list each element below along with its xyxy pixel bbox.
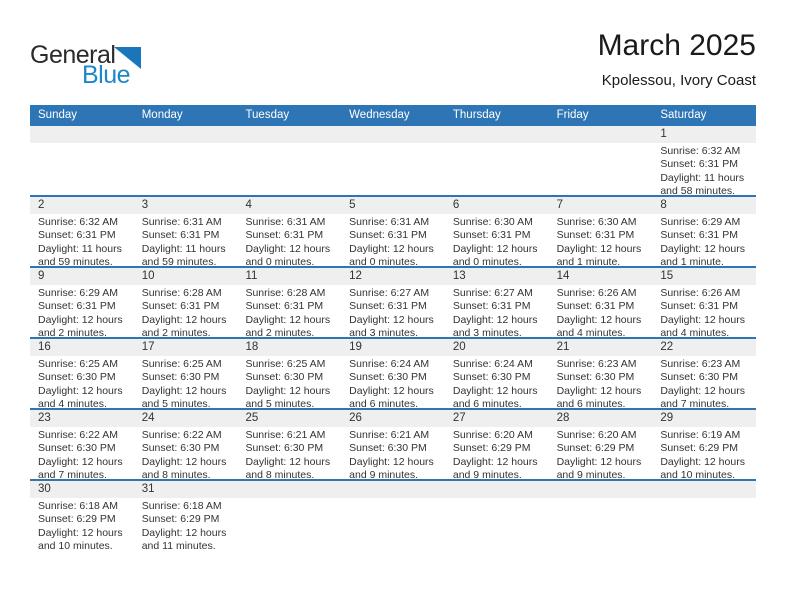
day-details <box>445 285 549 337</box>
day-cell-18 <box>237 339 341 408</box>
day-detail-line: and 4 minutes. <box>660 327 730 337</box>
day-number-empty <box>237 126 341 143</box>
day-detail-line: Sunrise: 6:22 AM <box>38 429 118 441</box>
day-number: 23 <box>30 410 134 427</box>
week-row-3 <box>30 266 756 337</box>
day-detail-line: and 0 minutes. <box>245 256 315 266</box>
day-detail-line: Daylight: 12 hours <box>452 242 538 255</box>
day-detail-line: Daylight: 12 hours <box>141 455 227 468</box>
day-detail-line: Daylight: 12 hours <box>660 455 745 468</box>
day-detail-line: Sunrise: 6:26 AM <box>556 287 637 299</box>
day-detail-line: and 58 minutes. <box>660 185 736 195</box>
day-detail-line: Daylight: 12 hours <box>349 384 434 397</box>
day-number-empty <box>30 126 134 143</box>
day-detail-line: Sunrise: 6:19 AM <box>660 429 741 441</box>
day-detail-line: Sunrise: 6:28 AM <box>245 287 326 299</box>
day-detail-line: Sunset: 6:30 PM <box>349 442 427 455</box>
day-detail-line: Daylight: 12 hours <box>38 526 123 539</box>
day-detail-line: Daylight: 12 hours <box>38 455 123 468</box>
weekday-header-row <box>30 105 756 126</box>
day-cell-16 <box>30 339 134 408</box>
day-cell-15 <box>652 268 756 337</box>
day-number: 5 <box>341 197 445 214</box>
day-detail-line: Sunrise: 6:31 AM <box>245 216 326 228</box>
day-cell-30 <box>30 481 134 550</box>
day-cell-1 <box>652 126 756 195</box>
day-details <box>652 214 756 266</box>
day-cell-29 <box>652 410 756 479</box>
day-cell-22 <box>652 339 756 408</box>
day-detail-line: Sunset: 6:30 PM <box>38 442 116 455</box>
day-details <box>134 143 238 195</box>
day-number-empty <box>341 126 445 143</box>
day-detail-line: Daylight: 12 hours <box>349 313 434 326</box>
day-cell-empty <box>341 481 445 550</box>
day-detail-line: Sunset: 6:30 PM <box>349 371 427 384</box>
day-detail-line: Sunset: 6:31 PM <box>141 300 220 313</box>
day-detail-line: Daylight: 12 hours <box>245 455 331 468</box>
day-detail-line: and 9 minutes. <box>556 469 626 479</box>
day-cell-8 <box>652 197 756 266</box>
day-detail-line: Sunrise: 6:26 AM <box>660 287 741 299</box>
day-cell-empty <box>445 126 549 195</box>
day-detail-line: and 3 minutes. <box>452 327 522 337</box>
day-cell-empty <box>237 481 341 550</box>
day-number: 22 <box>652 339 756 356</box>
day-details <box>30 427 134 479</box>
day-detail-line: Sunrise: 6:18 AM <box>141 500 222 512</box>
day-number: 9 <box>30 268 134 285</box>
day-detail-line: Sunset: 6:30 PM <box>245 371 324 384</box>
day-detail-line: Sunset: 6:31 PM <box>556 229 635 242</box>
day-details <box>445 356 549 408</box>
day-details <box>237 214 341 266</box>
day-cell-17 <box>134 339 238 408</box>
day-detail-line: Sunrise: 6:22 AM <box>141 429 222 441</box>
day-detail-line: and 4 minutes. <box>556 327 626 337</box>
day-detail-line: Sunrise: 6:31 AM <box>141 216 222 228</box>
day-cell-empty <box>652 481 756 550</box>
day-number: 11 <box>237 268 341 285</box>
logo-text-blue: Blue <box>82 61 131 89</box>
day-cell-6 <box>445 197 549 266</box>
day-detail-line: Sunset: 6:29 PM <box>556 442 635 455</box>
day-detail-line: Sunset: 6:30 PM <box>141 371 220 384</box>
day-number: 14 <box>549 268 653 285</box>
day-cell-9 <box>30 268 134 337</box>
day-detail-line: Sunrise: 6:29 AM <box>38 287 118 299</box>
day-detail-line: Sunset: 6:31 PM <box>245 300 324 313</box>
day-detail-line: Daylight: 12 hours <box>245 242 331 255</box>
day-number: 20 <box>445 339 549 356</box>
day-cell-5 <box>341 197 445 266</box>
day-cell-11 <box>237 268 341 337</box>
day-number-empty <box>652 481 756 498</box>
day-detail-line: Daylight: 12 hours <box>556 455 642 468</box>
day-detail-line: and 8 minutes. <box>245 469 315 479</box>
day-detail-line: and 6 minutes. <box>452 398 522 408</box>
day-detail-line: Sunset: 6:31 PM <box>141 229 220 242</box>
day-detail-line: Sunset: 6:30 PM <box>660 371 738 384</box>
day-details <box>652 356 756 408</box>
day-number-empty <box>445 126 549 143</box>
day-detail-line: Sunset: 6:29 PM <box>660 442 738 455</box>
general-blue-logo <box>30 42 141 88</box>
day-details <box>445 498 549 550</box>
day-detail-line: and 2 minutes. <box>141 327 211 337</box>
day-detail-line: and 10 minutes. <box>38 540 113 550</box>
day-cell-empty <box>341 126 445 195</box>
day-details <box>134 285 238 337</box>
day-details <box>445 214 549 266</box>
weekday-header-wednesday: Wednesday <box>349 109 410 121</box>
day-detail-line: Daylight: 12 hours <box>141 313 227 326</box>
day-detail-line: Sunrise: 6:30 AM <box>452 216 533 228</box>
day-detail-line: Sunrise: 6:31 AM <box>349 216 430 228</box>
day-detail-line: Daylight: 12 hours <box>452 313 538 326</box>
day-number: 24 <box>134 410 238 427</box>
day-detail-line: Sunset: 6:29 PM <box>141 513 220 526</box>
day-number: 6 <box>445 197 549 214</box>
day-details <box>134 427 238 479</box>
day-cell-4 <box>237 197 341 266</box>
week-row-5 <box>30 408 756 479</box>
day-detail-line: and 11 minutes. <box>141 540 216 550</box>
day-details <box>445 427 549 479</box>
day-detail-line: Sunrise: 6:24 AM <box>452 358 533 370</box>
day-detail-line: Sunset: 6:30 PM <box>141 442 220 455</box>
day-details <box>237 285 341 337</box>
logo-text-general: General <box>30 41 116 69</box>
day-detail-line: Daylight: 12 hours <box>245 313 331 326</box>
day-details <box>341 285 445 337</box>
day-detail-line: Sunset: 6:30 PM <box>556 371 635 384</box>
day-detail-line: Sunset: 6:31 PM <box>349 300 427 313</box>
day-number: 28 <box>549 410 653 427</box>
day-detail-line: and 2 minutes. <box>38 327 107 337</box>
day-detail-line: and 10 minutes. <box>660 469 736 479</box>
day-number: 17 <box>134 339 238 356</box>
day-cell-7 <box>549 197 653 266</box>
day-details <box>30 143 134 195</box>
weekday-header-sunday: Sunday <box>38 109 78 121</box>
day-detail-line: Sunset: 6:31 PM <box>349 229 427 242</box>
day-number: 30 <box>30 481 134 498</box>
week-row-4 <box>30 337 756 408</box>
day-number: 12 <box>341 268 445 285</box>
day-detail-line: and 1 minute. <box>556 256 621 266</box>
day-detail-line: Daylight: 12 hours <box>556 384 642 397</box>
day-detail-line: and 1 minute. <box>660 256 724 266</box>
day-details <box>341 498 445 550</box>
day-detail-line: Sunset: 6:31 PM <box>660 300 738 313</box>
day-details <box>341 214 445 266</box>
day-detail-line: Sunrise: 6:32 AM <box>38 216 118 228</box>
day-details <box>237 498 341 550</box>
day-details <box>30 498 134 550</box>
day-detail-line: Daylight: 12 hours <box>141 526 227 539</box>
weekday-header-saturday: Saturday <box>660 109 707 121</box>
day-number: 25 <box>237 410 341 427</box>
day-details <box>237 143 341 195</box>
day-number-empty <box>445 481 549 498</box>
day-details <box>237 427 341 479</box>
day-detail-line: Sunset: 6:31 PM <box>452 229 531 242</box>
day-number: 16 <box>30 339 134 356</box>
day-details <box>341 427 445 479</box>
day-detail-line: Sunrise: 6:25 AM <box>141 358 222 370</box>
day-detail-line: Sunrise: 6:18 AM <box>38 500 118 512</box>
day-detail-line: Daylight: 12 hours <box>245 384 331 397</box>
weekday-header-tuesday: Tuesday <box>245 109 290 121</box>
day-cell-23 <box>30 410 134 479</box>
day-number: 15 <box>652 268 756 285</box>
day-details <box>237 356 341 408</box>
day-detail-line: Sunset: 6:30 PM <box>245 442 324 455</box>
day-detail-line: Daylight: 12 hours <box>556 313 642 326</box>
day-cell-13 <box>445 268 549 337</box>
day-details <box>652 143 756 195</box>
day-detail-line: and 6 minutes. <box>556 398 626 408</box>
day-cell-empty <box>445 481 549 550</box>
day-cell-26 <box>341 410 445 479</box>
day-detail-line: Sunset: 6:31 PM <box>660 158 738 171</box>
day-cell-empty <box>30 126 134 195</box>
day-details <box>445 143 549 195</box>
day-detail-line: Sunrise: 6:21 AM <box>349 429 430 441</box>
week-row-6 <box>30 479 756 550</box>
day-number: 2 <box>30 197 134 214</box>
day-details <box>341 356 445 408</box>
day-details <box>652 427 756 479</box>
day-detail-line: Daylight: 12 hours <box>349 242 434 255</box>
day-detail-line: Sunset: 6:29 PM <box>452 442 531 455</box>
day-number-empty <box>134 126 238 143</box>
weekday-header-thursday: Thursday <box>452 109 501 121</box>
day-details <box>134 498 238 550</box>
day-details <box>549 356 653 408</box>
day-details <box>30 356 134 408</box>
day-cell-empty <box>549 481 653 550</box>
day-detail-line: and 0 minutes. <box>452 256 522 266</box>
day-detail-line: Sunset: 6:31 PM <box>452 300 531 313</box>
day-number: 13 <box>445 268 549 285</box>
day-detail-line: Sunset: 6:31 PM <box>660 229 738 242</box>
day-cell-21 <box>549 339 653 408</box>
day-detail-line: and 6 minutes. <box>349 398 419 408</box>
day-cell-empty <box>237 126 341 195</box>
day-detail-line: Daylight: 12 hours <box>452 455 538 468</box>
day-detail-line: and 0 minutes. <box>349 256 419 266</box>
day-detail-line: Daylight: 12 hours <box>556 242 642 255</box>
day-detail-line: Sunrise: 6:29 AM <box>660 216 741 228</box>
day-number: 4 <box>237 197 341 214</box>
day-number: 8 <box>652 197 756 214</box>
title-block <box>598 28 756 89</box>
day-detail-line: Sunset: 6:29 PM <box>38 513 116 526</box>
day-number-empty <box>549 126 653 143</box>
day-detail-line: and 59 minutes. <box>141 256 217 266</box>
day-cell-12 <box>341 268 445 337</box>
day-detail-line: Sunrise: 6:27 AM <box>452 287 533 299</box>
day-detail-line: and 3 minutes. <box>349 327 419 337</box>
day-cell-empty <box>549 126 653 195</box>
day-detail-line: Sunrise: 6:30 AM <box>556 216 637 228</box>
day-detail-line: Daylight: 11 hours <box>141 242 226 255</box>
day-detail-line: Daylight: 11 hours <box>660 171 745 184</box>
weekday-header-friday: Friday <box>556 109 589 121</box>
day-detail-line: Sunrise: 6:23 AM <box>556 358 637 370</box>
day-detail-line: and 9 minutes. <box>349 469 419 479</box>
week-row-2 <box>30 195 756 266</box>
day-number: 18 <box>237 339 341 356</box>
day-number: 7 <box>549 197 653 214</box>
day-detail-line: Sunrise: 6:23 AM <box>660 358 741 370</box>
day-detail-line: Daylight: 12 hours <box>38 313 123 326</box>
day-cell-10 <box>134 268 238 337</box>
day-number: 26 <box>341 410 445 427</box>
day-cell-empty <box>134 126 238 195</box>
day-detail-line: Daylight: 11 hours <box>38 242 122 255</box>
day-detail-line: Sunrise: 6:28 AM <box>141 287 222 299</box>
day-cell-27 <box>445 410 549 479</box>
day-number: 21 <box>549 339 653 356</box>
day-number: 10 <box>134 268 238 285</box>
day-details <box>341 143 445 195</box>
day-detail-line: and 9 minutes. <box>452 469 522 479</box>
day-cell-25 <box>237 410 341 479</box>
day-number: 1 <box>652 126 756 143</box>
day-detail-line: and 5 minutes. <box>245 398 315 408</box>
day-details <box>30 214 134 266</box>
day-details <box>652 498 756 550</box>
day-detail-line: Sunset: 6:30 PM <box>38 371 116 384</box>
day-details <box>549 427 653 479</box>
day-number: 31 <box>134 481 238 498</box>
day-detail-line: and 4 minutes. <box>38 398 107 408</box>
calendar-grid <box>30 126 756 550</box>
day-number: 3 <box>134 197 238 214</box>
day-number-empty <box>549 481 653 498</box>
day-details <box>549 143 653 195</box>
day-detail-line: and 8 minutes. <box>141 469 211 479</box>
day-detail-line: and 5 minutes. <box>141 398 211 408</box>
day-details <box>134 356 238 408</box>
day-detail-line: Daylight: 12 hours <box>452 384 538 397</box>
day-detail-line: Sunset: 6:30 PM <box>452 371 531 384</box>
day-detail-line: and 2 minutes. <box>245 327 315 337</box>
day-details <box>134 214 238 266</box>
day-cell-14 <box>549 268 653 337</box>
day-detail-line: Sunrise: 6:20 AM <box>556 429 637 441</box>
day-detail-line: Daylight: 12 hours <box>660 313 745 326</box>
day-cell-20 <box>445 339 549 408</box>
day-number-empty <box>341 481 445 498</box>
day-detail-line: Daylight: 12 hours <box>349 455 434 468</box>
day-details <box>549 214 653 266</box>
day-detail-line: Sunrise: 6:27 AM <box>349 287 430 299</box>
day-detail-line: Sunrise: 6:25 AM <box>245 358 326 370</box>
day-detail-line: Sunrise: 6:25 AM <box>38 358 118 370</box>
day-detail-line: Sunrise: 6:20 AM <box>452 429 533 441</box>
day-detail-line: and 7 minutes. <box>660 398 730 408</box>
day-details <box>30 285 134 337</box>
day-number: 29 <box>652 410 756 427</box>
day-detail-line: Sunrise: 6:24 AM <box>349 358 430 370</box>
day-cell-28 <box>549 410 653 479</box>
week-row-1 <box>30 126 756 195</box>
day-detail-line: Sunrise: 6:32 AM <box>660 145 741 157</box>
day-detail-line: Daylight: 12 hours <box>660 384 745 397</box>
day-detail-line: and 59 minutes. <box>38 256 113 266</box>
day-detail-line: and 7 minutes. <box>38 469 107 479</box>
weekday-header-monday: Monday <box>141 109 183 121</box>
day-number-empty <box>237 481 341 498</box>
day-details <box>549 285 653 337</box>
day-number: 19 <box>341 339 445 356</box>
month-title: March 2025 <box>597 29 756 62</box>
day-cell-31 <box>134 481 238 550</box>
day-detail-line: Sunset: 6:31 PM <box>556 300 635 313</box>
day-detail-line: Daylight: 12 hours <box>660 242 745 255</box>
day-number: 27 <box>445 410 549 427</box>
day-details <box>549 498 653 550</box>
day-cell-3 <box>134 197 238 266</box>
day-details <box>652 285 756 337</box>
day-cell-2 <box>30 197 134 266</box>
day-detail-line: Sunset: 6:31 PM <box>38 300 116 313</box>
day-detail-line: Sunrise: 6:21 AM <box>245 429 326 441</box>
day-cell-19 <box>341 339 445 408</box>
day-detail-line: Daylight: 12 hours <box>141 384 227 397</box>
location-subtitle: Kpolessou, Ivory Coast <box>601 72 756 89</box>
day-detail-line: Sunset: 6:31 PM <box>245 229 324 242</box>
day-cell-24 <box>134 410 238 479</box>
day-detail-line: Sunset: 6:31 PM <box>38 229 116 242</box>
day-detail-line: Daylight: 12 hours <box>38 384 123 397</box>
